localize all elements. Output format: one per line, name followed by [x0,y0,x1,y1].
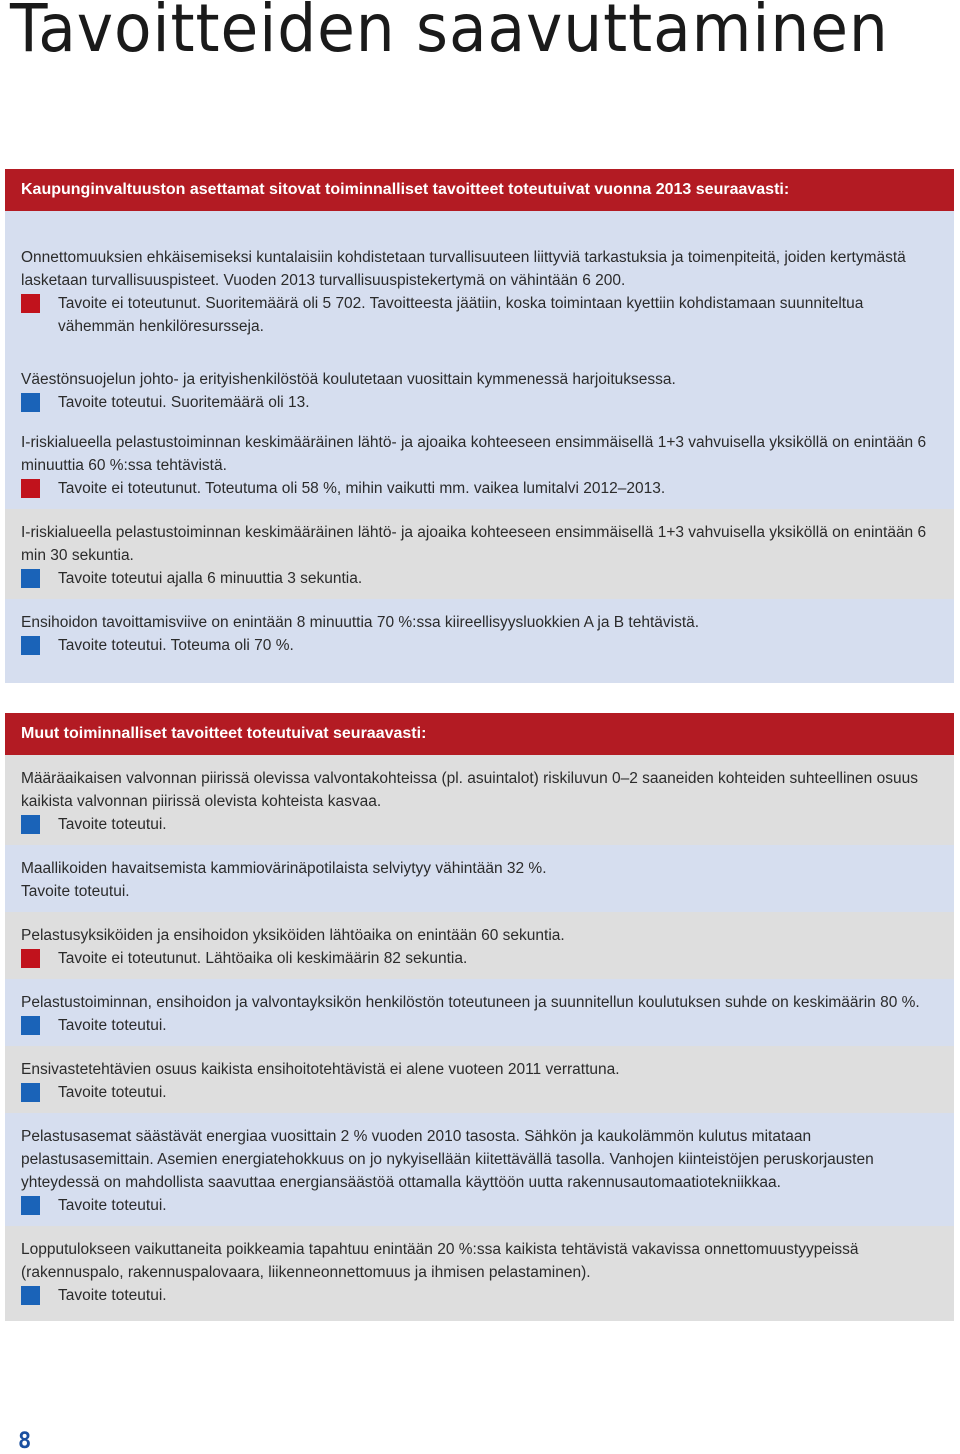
goal-status [21,947,944,970]
goal-item [5,211,954,360]
achieved-marker-icon [21,815,40,834]
status-text: Tavoite toteutui. Toteuma oli 70 %. [58,637,294,654]
goal-text: I-riskialueella pelastustoiminnan keskimääräinen lähtö- ja ajoaika kohteeseen ensimmäisellä 1+3 vahvuisella yksiköllä on enintään 6 min 30 sekuntia. [21,524,927,564]
goal-status [21,1081,944,1104]
goal-item [5,1226,954,1321]
status-text: Tavoite ei toteutunut. Lähtöaika oli keskimäärin 82 sekuntia. [58,950,468,967]
achieved-marker-icon [21,1083,40,1102]
goal-text: Väestönsuojelun johto- ja erityishenkilöstöä koulutetaan vuosittain kymmenessä harjoituksessa. [21,371,676,388]
status-text: Tavoite toteutui. Suoritemäärä oli 13. [58,394,310,411]
goal-text: I-riskialueella pelastustoiminnan keskimääräinen lähtö- ja ajoaika kohteeseen ensimmäisellä 1+3 vahvuisella yksiköllä on enintään 6 minuuttia 60 %:ssa tehtävistä. [21,434,927,474]
goal-status [21,292,944,338]
goal-status [21,1014,944,1037]
goal-item [5,1113,954,1226]
goal-item [5,845,954,912]
goal-text: Pelastusyksiköiden ja ensihoidon yksiköiden lähtöaika on enintään 60 sekuntia. [21,927,565,944]
binding-goals-section [5,169,954,683]
goal-status [21,1194,944,1217]
goal-status [21,1284,944,1307]
other-goals-section [5,713,954,1321]
goal-text: Pelastustoiminnan, ensihoidon ja valvontayksikön henkilöstön toteutuneen ja suunnitellun koulutuksen suhde on keskimäärin 80 %. [21,994,920,1011]
goal-text: Onnettomuuksien ehkäisemiseksi kuntalaisiin kohdistetaan turvallisuuteen liittyviä tarkastuksia ja toimenpiteitä, joiden kertymästä lasketaan turvallisuuspisteet. Vuoden 2013 turvallisuuspistekertymä on vähintään 6 200. [21,249,906,289]
achieved-marker-icon [21,569,40,588]
goal-text: Pelastusasemat säästävät energiaa vuosittain 2 % vuoden 2010 tasosta. Sähkön ja kaukolämmön kulutus mitataan pelastusasemittain. Asemien energiatehokkuus on jo nykyisellään kiitettävällä tasolla. Vanhojen kiinteistöjen peruskorjausten yhteydessä on mahdollista saavuttaa energiansäästöä ottamalla käyttöön uutta rakennusautomaatiotekniikkaa. [21,1128,874,1191]
achieved-marker-icon [21,636,40,655]
goal-text: Lopputulokseen vaikuttaneita poikkeamia tapahtuu enintään 20 %:ssa kaikista tehtävistä vakavissa onnettomuustyypeissä (rakennuspalo, rakennuspalovaara, liikenneonnettomuus ja ihmisen pelastaminen). [21,1241,859,1281]
goal-status [21,813,944,836]
status-text: Tavoite toteutui. [58,1084,167,1101]
status-text: Tavoite toteutui. [58,816,167,833]
achieved-marker-icon [21,1016,40,1035]
page-title: Tavoitteiden saavuttaminen [10,0,889,67]
goal-status [21,477,944,500]
section-header: Kaupunginvaltuuston asettamat sitovat toiminnalliset tavoitteet toteutuivat vuonna 2013 seuraavasti: [5,169,954,211]
goal-item [5,599,954,683]
achieved-marker-icon [21,1286,40,1305]
status-text: Tavoite ei toteutunut. Toteutuma oli 58 %, mihin vaikutti mm. vaikea lumitalvi 2012–2013. [58,480,666,497]
goal-item [5,423,954,509]
goal-status [21,391,944,414]
achieved-marker-icon [21,1196,40,1215]
status-text: Tavoite toteutui. [58,1197,167,1214]
status-text: Tavoite toteutui. [58,1017,167,1034]
goal-item [5,1046,954,1113]
goal-item [5,509,954,599]
section-header: Muut toiminnalliset tavoitteet toteutuivat seuraavasti: [5,713,954,755]
goal-text: Ensivastetehtävien osuus kaikista ensihoitotehtävistä ei alene vuoteen 2011 verrattuna. [21,1061,620,1078]
goal-text: Määräaikaisen valvonnan piirissä olevissa valvontakohteissa (pl. asuintalot) riskiluvun 0–2 saaneiden kohteiden suhteellinen osuus kaikista valvonnan piirissä olevista kohteista kasvaa. [21,770,918,810]
not-achieved-marker-icon [21,479,40,498]
goal-item [5,755,954,845]
achieved-marker-icon [21,393,40,412]
goal-item [5,979,954,1046]
status-text: Tavoite toteutui. [21,883,130,900]
goal-text: Maallikoiden havaitsemista kammiovärinäpotilaista selviytyy vähintään 32 %. [21,860,547,877]
goal-status [21,567,944,590]
status-text: Tavoite toteutui. [58,1287,167,1304]
goal-item [5,912,954,979]
status-text: Tavoite ei toteutunut. Suoritemäärä oli 5 702. Tavoitteesta jäätiin, koska toimintaan kyettiin kohdistamaan suunniteltua vähemmän henkilöresursseja. [58,295,864,335]
page-number: 8 [18,1429,32,1454]
goal-text: Ensihoidon tavoittamisviive on enintään 8 minuuttia 70 %:ssa kiireellisyysluokkien A ja B tehtävistä. [21,614,700,631]
not-achieved-marker-icon [21,294,40,313]
goal-item [5,360,954,423]
status-text: Tavoite toteutui ajalla 6 minuuttia 3 sekuntia. [58,570,363,587]
not-achieved-marker-icon [21,949,40,968]
goal-status [21,634,944,657]
